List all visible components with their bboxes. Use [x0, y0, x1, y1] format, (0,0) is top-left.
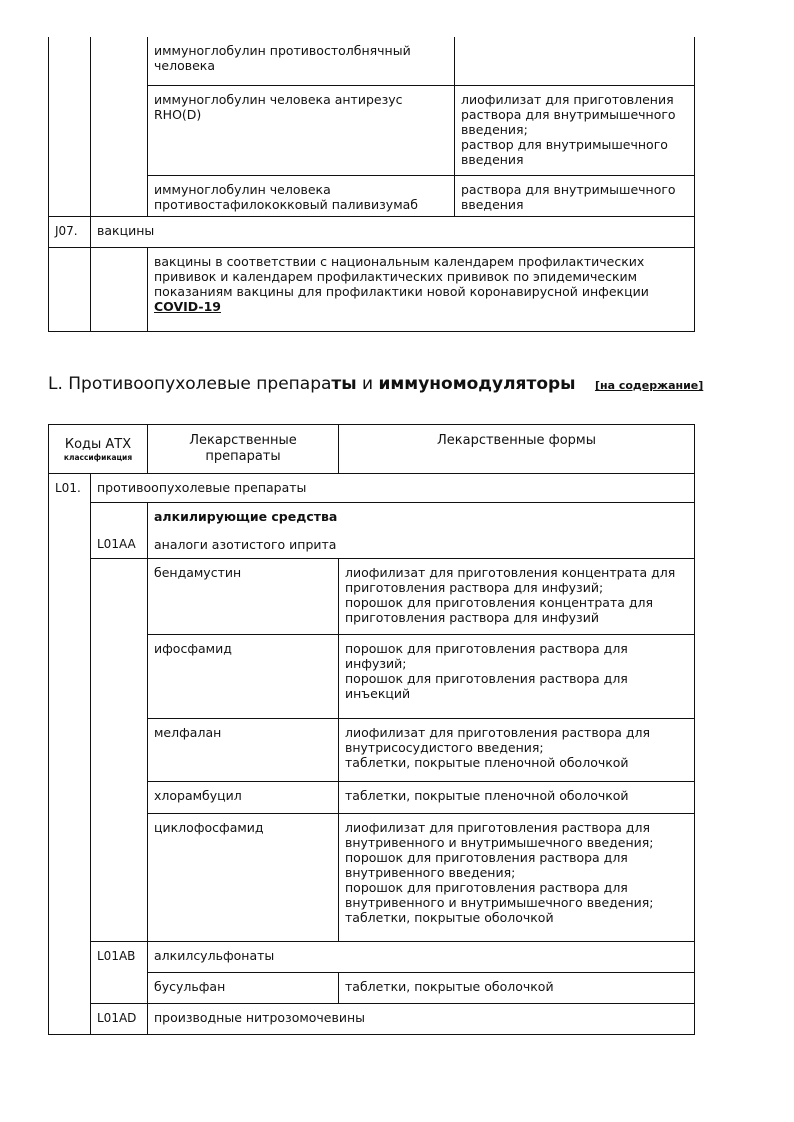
table-row: [49, 782, 695, 814]
section-title: L. Противоопухолевые препараты и иммуномодуляторы [на содержание]: [48, 374, 704, 394]
table-row: [49, 474, 695, 503]
table-row: [49, 216, 695, 247]
drug-name: бендамустин: [148, 559, 339, 635]
drug-name: бусульфан: [148, 973, 339, 1004]
drug-forms: [455, 85, 695, 175]
atc-code: L01AB: [91, 942, 148, 973]
table-header: [49, 425, 695, 474]
header-drugs: Лекарственные препараты: [148, 425, 339, 474]
drug-forms: порошок для приготовления раствора для инфузий; порошок для приготовления раствора для инъекций: [339, 635, 695, 719]
group-name: аналоги азотистого иприта: [148, 533, 695, 559]
drug-name: иммуноглобулин человека противостафилококковый паливизумаб: [148, 175, 455, 216]
atc-code: L01AD: [91, 1004, 148, 1035]
drug-name: мелфалан: [148, 719, 339, 782]
table-row: [49, 942, 695, 973]
toc-link[interactable]: [на содержание]: [594, 379, 704, 392]
vaccines-text: вакцины в соответствии с национальным календарем профилактических прививок и календарем профилактических прививок по эпидемическим показаниям вакцины для профилактики новой коронавирусной инфекции COVID-19: [148, 247, 695, 331]
table-row: [49, 973, 695, 1004]
drug-forms: лиофилизат для приготовления концентрата для приготовления раствора для инфузий; порошок для приготовления концентрата для приготовления раствора для инфузий: [339, 559, 695, 635]
drug-name: хлорамбуцил: [148, 782, 339, 814]
header-forms: Лекарственные формы: [339, 425, 695, 474]
table-row: [49, 175, 695, 216]
atc-code: L01AA: [91, 533, 148, 559]
form-line: раствор для внутримышечного введения: [461, 136, 668, 167]
table-row: [49, 814, 695, 942]
subgroup-name: алкилирующие средства: [148, 503, 695, 533]
drug-forms: лиофилизат для приготовления раствора для внутривенного и внутримышечного введения; порошок для приготовления раствора для внутривенного введения; порошок для приготовления раствора для внутривенного и внутримышечного введения; таблетки, покрытые оболочкой: [339, 814, 695, 942]
table-row: [49, 1004, 695, 1035]
header-codes: Коды АТХ классификация: [49, 425, 148, 474]
atc-code: J07.: [49, 216, 91, 247]
antineoplastic-table: [48, 424, 695, 1035]
group-name: противоопухолевые препараты: [91, 474, 695, 503]
table-row: [49, 719, 695, 782]
covid-link[interactable]: COVID-19: [154, 298, 221, 314]
table-row: [49, 635, 695, 719]
drug-name: иммуноглобулин человека антирезус RHO(D): [148, 85, 455, 175]
drug-forms: [455, 37, 695, 85]
table-row: [49, 533, 695, 559]
drug-name: иммуноглобулин противостолбнячный человека: [148, 37, 455, 85]
drug-name: ифосфамид: [148, 635, 339, 719]
table-row: [49, 559, 695, 635]
immunoglobulin-table: [48, 37, 695, 332]
drug-forms: лиофилизат для приготовления раствора для внутрисосудистого введения; таблетки, покрытые пленочной оболочкой: [339, 719, 695, 782]
atc-code: L01.: [49, 474, 91, 503]
drug-forms: [455, 175, 695, 216]
group-name: производные нитрозомочевины: [148, 1004, 695, 1035]
form-line: лиофилизат для приготовления раствора для внутримышечного введения;: [461, 91, 676, 137]
group-name: вакцины: [91, 216, 695, 247]
table-row: [49, 85, 695, 175]
group-name: алкилсульфонаты: [148, 942, 695, 973]
table-row: [49, 37, 695, 85]
drug-forms: таблетки, покрытые оболочкой: [339, 973, 695, 1004]
drug-name: циклофосфамид: [148, 814, 339, 942]
table-row: [49, 247, 695, 331]
drug-forms: таблетки, покрытые пленочной оболочкой: [339, 782, 695, 814]
table-row: [49, 503, 695, 533]
form-line: раствора для внутримышечного введения: [461, 181, 676, 212]
